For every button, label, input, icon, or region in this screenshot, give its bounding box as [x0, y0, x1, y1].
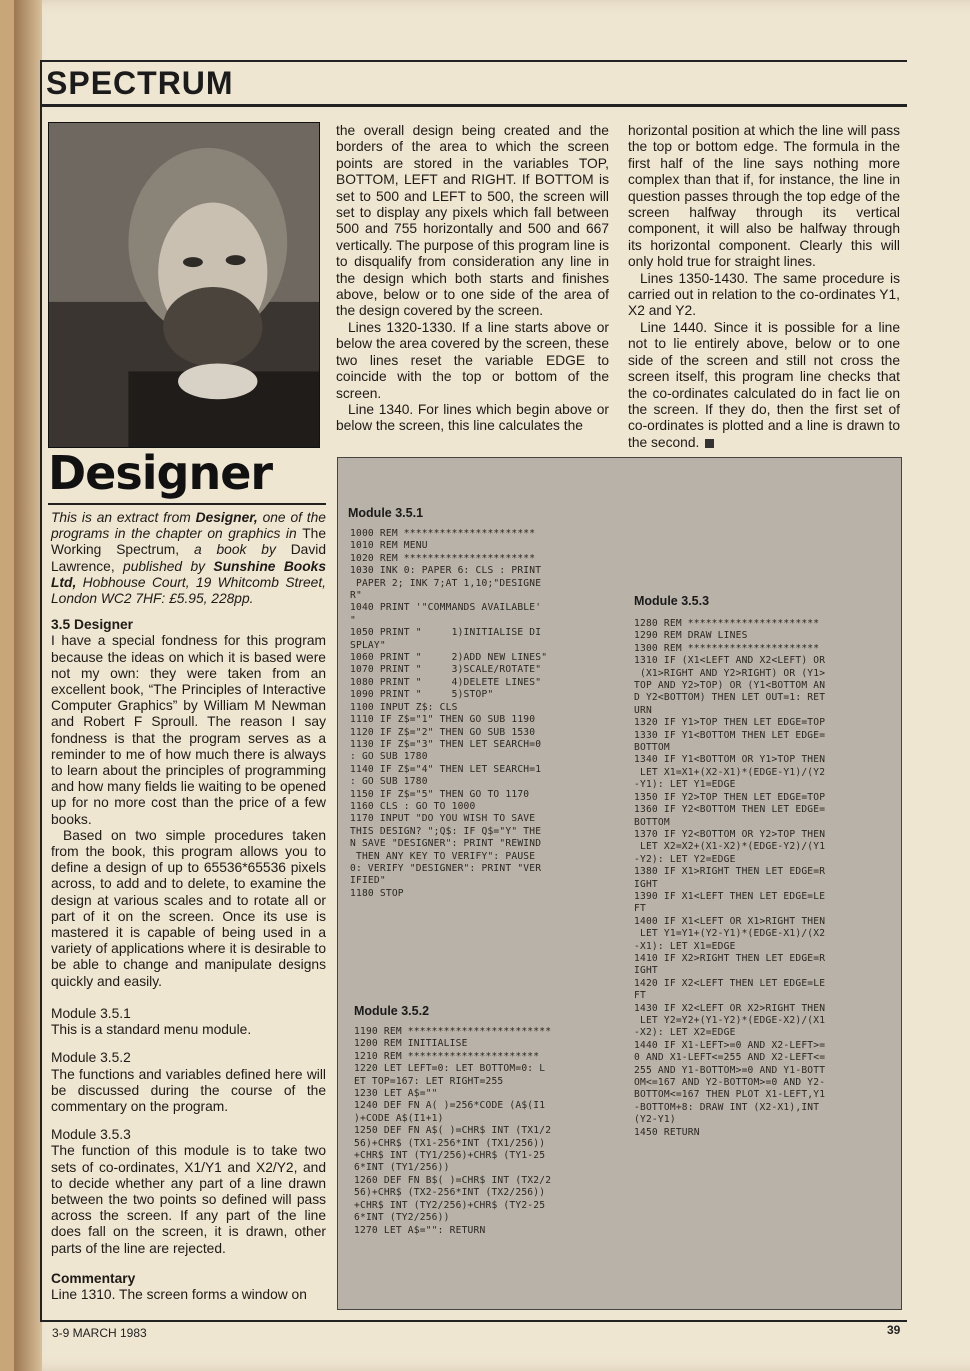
title-rule [48, 503, 326, 505]
bottom-border-rule [40, 1320, 907, 1322]
listing-module-1: 1000 REM ********************** 1010 REM MENU 1020 REM ********************** 1030 INK 0: PAPER 6: CLS : PRINT PAPER 2; INK 7;AT 1,10;"DESIGNE R" 1040 PRINT '"COMMANDS AVAILABLE' " 1050 PRINT " 1)INITIALISE DI SPLAY" 1060 PRINT " 2)ADD NEW LINES" 1070 PRINT " 3)SCALE/ROTATE" 1080 PRINT " 4)DELETE LINES" 1090 PRINT " 5)STOP" 1100 INPUT Z$: CLS 1110 IF Z$="1" THEN GO SUB 1190 1120 IF Z$="2" THEN GO SUB 1530 1130 IF Z$="3" THEN LET SEARCH=0 : GO SUB 1780 1140 IF Z$="4" THEN LET SEARCH=1 : GO SUB 1780 1150 IF Z$="5" THEN GO TO 1170 1160 CLS : GO TO 1000 1170 INPUT "DO YOU WISH TO SAVE THIS DESIGN? ";Q$: IF Q$="Y" THE N SAVE "DESIGNER": PRINT "REWIND THEN ANY KEY TO VERIFY": PAUSE 0: VERIFY "DESIGNER": PRINT "VER IFIED" 1180 STOP [350, 528, 548, 899]
header-rule [40, 104, 907, 107]
issue-date: 3-9 MARCH 1983 [52, 1326, 147, 1340]
body-paragraph [628, 320, 900, 451]
module-heading: Module 3.5.1 [51, 1005, 131, 1021]
page-gutter [14, 0, 42, 1371]
end-of-article-mark [705, 439, 714, 448]
listing-label-module-3: Module 3.5.3 [634, 594, 710, 608]
listing-module-3: 1280 REM ********************** 1290 REM DRAW LINES 1300 REM ********************** 1310 IF (X1<LEFT AND X2<LEFT) OR (X1>RIGHT AND Y2>RIGHT) OR (Y1> TOP AND Y2>TOP) OR (Y1<BOTTOM AN D Y2<BOTTOM) THEN LET OUT=1: RET URN 1320 IF Y1>TOP THEN LET EDGE=TOP 1330 IF Y1<BOTTOM THEN LET EDGE= BOTTOM 1340 IF Y1<BOTTOM OR Y1>TOP THEN LET X1=X1+(X2-X1)*(EDGE-Y1)/(Y2 -Y1): LET Y1=EDGE 1350 IF Y2>TOP THEN LET EDGE=TOP 1360 IF Y2<BOTTOM THEN LET EDGE= BOTTOM 1370 IF Y2<BOTTOM OR Y2>TOP THEN LET X2=X2+(X1-X2)*(EDGE-Y2)/(Y1 -Y2): LET Y2=EDGE 1380 IF X1>RIGHT THEN LET EDGE=R IGHT 1390 IF X1<LEFT THEN LET EDGE=LE FT 1400 IF X1<LEFT OR X1>RIGHT THEN LET Y1=Y1+(Y2-Y1)*(EDGE-X1)/(X2 -X1): LET X1=EDGE 1410 IF X2>RIGHT THEN LET EDGE=R IGHT 1420 IF X2<LEFT THEN LET EDGE=LE FT 1430 IF X2<LEFT OR X2>RIGHT THEN LET Y2=Y2+(Y1-Y2)*(EDGE-X2)/(X1 -X2): LET X2=EDGE 1440 IF X1-LEFT>=0 AND X2-LEFT>= 0 AND X1-LEFT<=255 AND X2-LEFT<= 255 AND Y1-BOTTOM>=0 AND Y1-BOTT OM<=167 AND Y2-BOTTOM>=0 AND Y2- BOTTOM<=167 THEN PLOT X1-LEFT,Y1 -BOTTOM+8: DRAW INT (X2-X1),INT (Y2-Y1) 1450 RETURN [634, 618, 826, 1138]
subheading: 3.5 Designer [51, 617, 134, 633]
commentary-heading: Commentary [51, 1270, 136, 1286]
module-heading: Module 3.5.2 [51, 1050, 131, 1066]
module-heading: Module 3.5.3 [51, 1127, 131, 1143]
body-paragraph: Lines 1350-1430. The same procedure is carried out in relation to the co-ordinates Y1, X2 and Y2. [628, 270, 900, 319]
listing-label-module-1: Module 3.5.1 [348, 506, 424, 520]
article-title: Designer [48, 446, 273, 500]
intro-text: This is an extract from [51, 510, 196, 525]
program-listing-box [337, 457, 902, 1310]
module-description: This is a standard menu module. [51, 1022, 252, 1038]
column-3 [628, 123, 900, 451]
intro-text: one of the programs in the chapter on graphics in [51, 510, 326, 542]
article-intro [51, 510, 326, 607]
commentary-text: Line 1310. The screen forms a window on [51, 1286, 307, 1302]
header-rule [40, 60, 907, 62]
body-paragraph: Lines 1320-1330. If a line starts above or below the area covered by the screen, these two lines reset the variable EDGE to coincide with the top or bottom of the screen. [336, 319, 609, 401]
body-paragraph: I have a special fondness for this program because the ideas on which it is based were not my own: they were taken from an excellent book, “The Principles of Interactive Computer Graphics” by William M Newman and Robert F Sproull. The reason I say fondness is that the program serves as a reminder to me of how much there is always to learn about the principles of programming and how many fields lie waiting to be opened up for no more cost than the price of a few books. [51, 633, 326, 827]
listing-module-2: 1190 REM ************************ 1200 REM INITIALISE 1210 REM ********************** 1220 LET LEFT=0: LET BOTTOM=0: L ET TOP=167: LET RIGHT=255 1230 LET A$="" 1240 DEF FN A( )=256*CODE (A$(I1 )+CODE A$(I1+1) 1250 DEF FN A$( )=CHR$ INT (TX1/2 56)+CHR$ (TX1-256*INT (TX1/256)) +CHR$ INT (TY1/256)+CHR$ (TY1-25 6*INT (TY1/256)) 1260 DEF FN B$( )=CHR$ INT (TX2/2 56)+CHR$ (TX2-256*INT (TX2/256)) +CHR$ INT (TY2/256)+CHR$ (TY2-25 6*INT (TY2/256)) 1270 LET A$="": RETURN [354, 1026, 552, 1236]
author-photo [48, 122, 320, 448]
body-paragraph: horizontal position at which the line will pass the top or bottom edge. The formula in the first half of the line says nothing more complex than that if, for instance, the line in question passes through the top edge of the screen halfway through its vertical component, it will also be halfway through its horizontal component. Clearly this will only hold true for straight lines. [628, 123, 900, 270]
listing-label-module-2: Module 3.5.2 [354, 1004, 430, 1018]
intro-book-program: Designer, [195, 510, 258, 525]
module-description: The function of this module is to take two sets of co-ordinates, X1/Y1 and X2/Y2, and to decide whether any part of a line drawn between the two points so defined will pass across the screen. If any part of the line does fall on the screen, it is drawn, other parts of the line are rejected. [51, 1143, 326, 1256]
intro-text: a book by [179, 542, 291, 558]
body-paragraph: Line 1340. For lines which begin above or below the screen, this line calculates the [336, 401, 609, 434]
intro-book-title: The Working Spectrum, [51, 526, 326, 558]
column-1 [51, 510, 326, 1303]
intro-text: Hobhouse Court, 19 Whitcomb Street, London WC2 7HF: £5.95, 228pp. [51, 574, 326, 607]
paragraph-text: Line 1440. Since it is possible for a line not to lie entirely above, below or to one side of the screen and still not cross the screen itself, this program line checks that the co-ordinates calculated do in fact lie on the screen. If they do, then the first set of co-ordinates is plotted and a line is drawn to the second. [628, 319, 900, 450]
column-2 [336, 123, 609, 435]
body-paragraph: the overall design being created and the borders of the area to which the screen points are stored in the variables TOP, BOTTOM, LEFT and RIGHT. If BOTTOM is set to 500 and LEFT to 500, the screen will set to display any pixels which fall between 500 and 755 horizontally and 500 and 667 vertically. The purpose of this program line is to disqualify from consideration any line in the design which both starts and finishes above, below or to one side of the area of the design covered by the screen. [336, 123, 609, 319]
page-number: 39 [887, 1323, 901, 1337]
body-paragraph: Based on two simple procedures taken from the book, this program allows you to define a design of up to 65536*65536 pixels across, to add and to delete, to examine the design at various scales and to rotate all or part of it on the screen. Once its use is mastered it is capable of being used in a variety of applications where it is desirable to be able to change and manipulate designs quickly and easily. [51, 827, 326, 989]
left-border-rule [40, 60, 42, 1322]
section-title: SPECTRUM [46, 65, 234, 101]
intro-publisher: Sunshine Books Ltd, [51, 558, 327, 590]
intro-author: David Lawrence, [51, 542, 326, 574]
intro-text: published by [114, 558, 214, 574]
module-description: The functions and variables defined here will be discussed during the course of the commentary on the program. [51, 1066, 326, 1114]
